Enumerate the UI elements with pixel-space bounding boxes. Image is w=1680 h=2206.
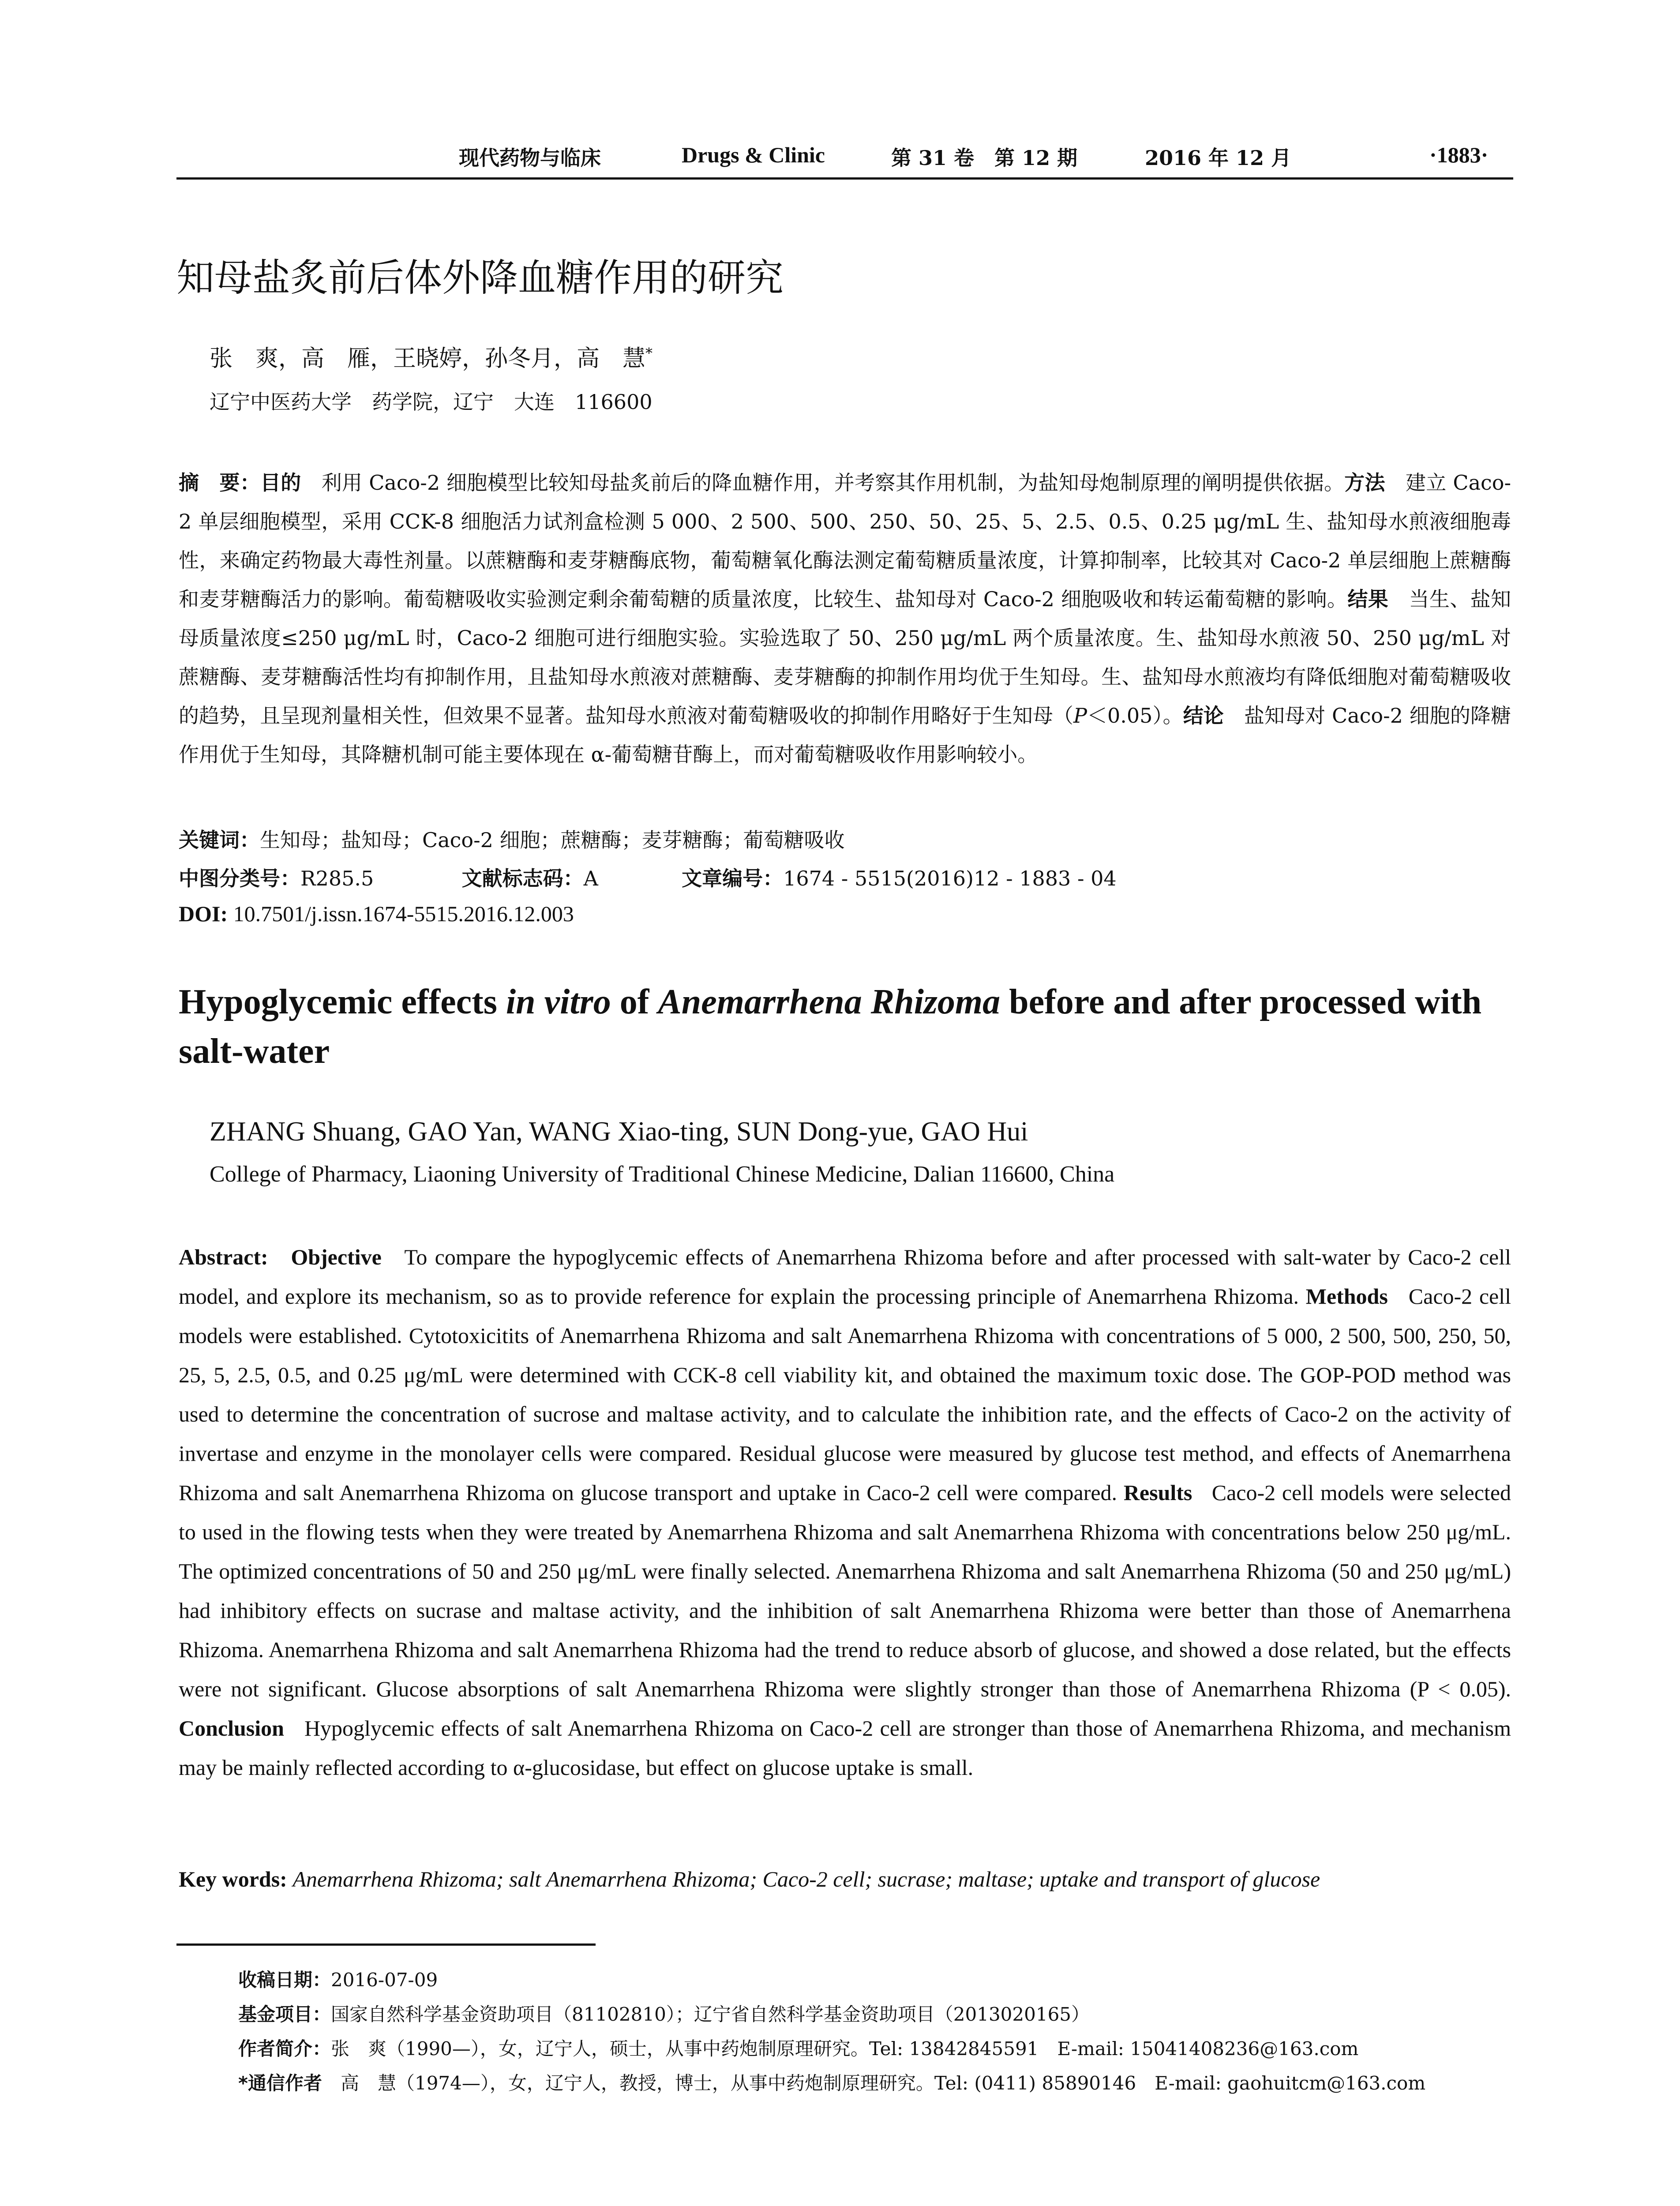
chinese-author-list: 张 爽，高 雁，王晓婷，孙冬月，高 慧 [210,345,646,372]
title-italic-part: in vitro [506,983,611,1021]
results-text: 当生、盐知母质量浓度≤250 μg/mL 时，Caco-2 细胞可进行细胞实验。实验选取了 50、250 μg/mL 两个质量浓度。生、盐知母水煎液 50、250 μg/mL 对蔗糖酶、麦芽糖酶活性均有抑制作用，且盐知母水煎液对蔗糖酶、麦芽糖酶的抑制作用均优于生知母。生、盐知母水煎液均有降低细胞对葡萄糖吸收的趋势，且呈现剂量相关性，但效果不显著。盐知母水煎液对葡萄糖吸收的抑制作用略好于生知母（ [179,587,1511,728]
corresponding-text: 高 慧（1974—），女，辽宁人，教授，博士，从事中药炮制原理研究。Tel: (0411) 85890146 E-mail: gaohuitcm@163.com [322,2072,1426,2094]
author-bio-text: 张 爽（1990—），女，辽宁人，硕士，从事中药炮制原理研究。Tel: 13842845591 E-mail: 15041408236@163.com [331,2038,1359,2060]
methods-label-en: Methods [1305,1284,1388,1309]
chinese-authors [210,340,652,373]
english-title [179,977,1511,1076]
received-date: 2016-07-09 [331,1969,438,1991]
corresponding-label: *通信作者 [238,2072,322,2094]
chinese-abstract [179,463,1511,774]
doc-code-value: A [583,867,598,890]
title-part: Hypoglycemic effects [179,983,506,1021]
page-number: ·1883· [1429,143,1489,167]
keywords-label-en: Key words: [179,1867,287,1891]
methods-text: 建立 Caco-2 单层细胞模型，采用 CCK-8 细胞活力试剂盒检测 5 000、2 500、500、250、50、25、5、2.5、0.5、0.25 μg/mL 生、盐知母水煎液细胞毒性，来确定药物最大毒性剂量。以蔗糖酶和麦芽糖酶底物，葡萄糖氧化酶法测定葡萄糖质量浓度，计算抑制率，比较其对 Caco-2 单层细胞上蔗糖酶和麦芽糖酶活力的影响。葡萄糖吸收实验测定剩余葡萄糖的质量浓度，比较生、盐知母对 Caco-2 细胞吸收和转运葡萄糖的影响。 [179,471,1511,611]
english-keywords [179,1866,1515,1892]
methods-label: 方法 [1344,471,1385,495]
doi-value: 10.7501/j.issn.1674-5515.2016.12.003 [228,901,574,926]
article-no-label: 文章编号： [682,867,784,890]
english-abstract [179,1238,1511,1787]
footnote-corresponding [238,2069,1425,2095]
conclusion-label: 结论 [1183,704,1224,728]
fund-label: 基金项目： [238,2003,331,2025]
chinese-title: 知母盐炙前后体外降血糖作用的研究 [176,256,784,300]
clc-label: 中图分类号： [179,867,300,890]
title-part: before and after processed with salt-water [179,983,1482,1071]
fund-text: 国家自然科学基金资助项目（81102810）；辽宁省自然科学基金资助项目（2013020165） [331,2003,1090,2025]
chinese-affiliation: 辽宁中医药大学 药学院，辽宁 大连 116600 [210,390,652,414]
journal-name-en: Drugs & Clinic [682,143,825,167]
keywords-label: 关键词： [179,828,260,852]
issue-date: 2016 年 12 月 [1145,146,1292,170]
running-header [176,142,1513,177]
english-authors: ZHANG Shuang, GAO Yan, WANG Xiao-ting, SUN Dong-yue, GAO Hui [210,1117,1028,1147]
keywords-text-en: Anemarrhena Rhizoma; salt Anemarrhena Rhizoma; Caco-2 cell; sucrase; maltase; uptake and transport of glucose [292,1867,1320,1891]
footnote-received [238,1966,438,1992]
results-p-value: ＜0.05）。 [1087,704,1183,728]
english-affiliation: College of Pharmacy, Liaoning University of Traditional Chinese Medicine, Dalian 116600, China [210,1162,1115,1187]
title-italic-part: Anemarrhena Rhizoma [658,983,1001,1021]
footnote-rule [176,1943,596,1946]
corresponding-mark: * [645,345,653,362]
doi-line [179,901,574,927]
objective-label-en: Objective [291,1245,382,1269]
header-rule [176,177,1513,180]
objective-text: 利用 Caco-2 细胞模型比较知母盐炙前后的降血糖作用，并考察其作用机制，为盐知母炮制原理的阐明提供依据。 [301,471,1345,495]
objective-text-en: To compare the hypoglycemic effects of Anemarrhena Rhizoma before and after processed with salt-water by Caco-2 cell model, and explore its mechanism, so as to provide reference for explain the processing principle of Anemarrhena Rhizoma. [179,1245,1511,1309]
author-bio-label: 作者简介： [238,2038,331,2060]
chinese-keywords [179,824,845,853]
volume-issue: 第 31 卷 第 12 期 [891,146,1078,170]
conclusion-text: 盐知母对 Caco-2 细胞的降糖作用优于生知母，其降糖机制可能主要体现在 α-葡萄糖苷酶上，而对葡萄糖吸收作用影响较小。 [179,704,1511,766]
objective-label: 目的 [260,471,301,495]
methods-text-en: Caco-2 cell models were established. Cytotoxicitits of Anemarrhena Rhizoma and salt Anemarrhena Rhizoma with concentrations of 5 000, 2 500, 500, 250, 50, 25, 5, 2.5, 0.5, and 0.25 μg/mL were determined with CCK-8 cell viability kit, and obtained the maximum toxic dose. The GOP-POD method was used to determine the concentration of sucrose and maltase activity, and to calculate the inhibition rate, and the effects of Caco-2 on the activity of invertase and enzyme in the monolayer cells were compared. Residual glucose were measured by glucose test method, and effects of Anemarrhena Rhizoma and salt Anemarrhena Rhizoma on glucose transport and uptake in Caco-2 cell were compared. [179,1284,1511,1505]
article-no-value: 1674 - 5515(2016)12 - 1883 - 04 [783,867,1117,890]
classification-line [179,863,1117,892]
clc-value: R285.5 [300,867,374,890]
footnote-author [238,2034,1358,2061]
journal-name-cn: 现代药物与临床 [459,146,601,170]
results-label-en: Results [1123,1480,1192,1505]
results-text-en: Caco-2 cell models were selected to used in the flowing tests when they were treated by Anemarrhena Rhizoma and salt Anemarrhena Rhizoma with concentrations below 250 μg/mL. The optimized concentrations of 50 and 250 μg/mL were finally selected. Anemarrhena Rhizoma and salt Anemarrhena Rhizoma (50 and 250 μg/mL) had inhibitory effects on sucrase and maltase activity, and the inhibition of salt Anemarrhena Rhizoma were better than those of Anemarrhena Rhizoma. Anemarrhena Rhizoma and salt Anemarrhena Rhizoma had the trend to reduce absorb of glucose, and showed a dose related, but the effects were not significant. Glucose absorptions of salt Anemarrhena Rhizoma were slightly stronger than those of Anemarrhena Rhizoma (P < 0.05). [179,1480,1511,1701]
results-p-symbol: P [1073,704,1087,728]
results-label: 结果 [1347,587,1389,611]
conclusion-label-en: Conclusion [179,1716,284,1741]
keywords-text: 生知母；盐知母；Caco-2 细胞；蔗糖酶；麦芽糖酶；葡萄糖吸收 [260,828,845,852]
doc-code-label: 文献标志码： [461,867,584,890]
conclusion-text-en: Hypoglycemic effects of salt Anemarrhena Rhizoma on Caco-2 cell are stronger than those of Anemarrhena Rhizoma, and mechanism may be mainly reflected according to α-glucosidase, but effect on glucose uptake is small. [179,1716,1511,1780]
received-label: 收稿日期： [238,1969,331,1991]
doi-label: DOI: [179,901,228,926]
title-part: of [611,983,658,1021]
footnote-fund [238,2000,1090,2026]
abstract-label: 摘 要： [179,471,261,495]
abstract-label-en: Abstract: [179,1245,268,1269]
